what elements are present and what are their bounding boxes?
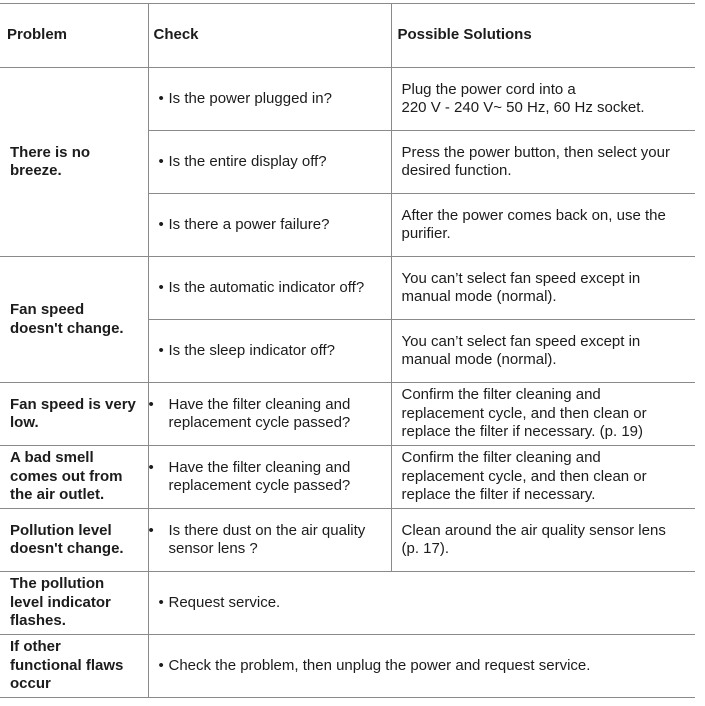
solution-text: You can’t select fan speed except in xyxy=(401,269,641,287)
problem-text: There is no xyxy=(10,143,91,161)
solution-cell xyxy=(391,257,695,320)
table-row xyxy=(0,446,695,509)
bullet: • xyxy=(148,521,154,539)
check-cell xyxy=(148,446,391,509)
check-text: Is the automatic indicator off? xyxy=(168,278,365,296)
solution-text: replace the filter if necessary. xyxy=(401,486,596,504)
solution-cell xyxy=(391,131,695,194)
solution-text: Press the power button, then select your xyxy=(401,143,670,161)
solution-text: replace the filter if necessary. (p. 19) xyxy=(401,423,643,441)
solution-text: manual mode (normal). xyxy=(401,351,557,368)
solution-text: Clean around the air quality sensor lens xyxy=(401,521,666,539)
solution-text: Plug the power cord into a xyxy=(401,80,576,98)
check-item xyxy=(159,90,383,109)
problem-cell xyxy=(0,509,148,572)
check-text: Have the filter cleaning and xyxy=(168,395,351,413)
solution-text: manual mode (normal). xyxy=(401,288,557,305)
problem-text: breeze. xyxy=(10,162,62,179)
table-row xyxy=(0,383,695,446)
problem-cell xyxy=(0,383,148,446)
check-text: Have the filter cleaning and xyxy=(168,458,351,476)
header-problem: Problem xyxy=(0,4,148,68)
check-text: Check the problem, then unplug the power and request service. xyxy=(168,656,591,674)
problem-cell xyxy=(0,68,148,257)
problem-text: Fan speed xyxy=(10,301,85,318)
check-text: Is the power plugged in? xyxy=(168,89,332,107)
solution-text: desired function. xyxy=(401,162,512,179)
problem-text: doesn't change. xyxy=(10,319,124,337)
solution-cell xyxy=(391,68,695,131)
problem-text: If other xyxy=(10,638,61,656)
solution-text: Confirm the filter cleaning and xyxy=(401,386,601,404)
troubleshooting-table xyxy=(0,3,695,698)
check-item xyxy=(159,594,688,613)
problem-cell xyxy=(0,635,148,698)
problem-cell xyxy=(0,572,148,635)
table-row xyxy=(0,572,695,635)
solution-text: Confirm the filter cleaning and xyxy=(401,449,601,467)
bullet: • xyxy=(158,593,164,611)
table-row xyxy=(0,635,695,698)
solution-text: purifier. xyxy=(401,225,451,242)
check-cell xyxy=(148,131,391,194)
check-cell xyxy=(148,194,391,257)
check-cell xyxy=(148,257,391,320)
check-text: Is there a power failure? xyxy=(168,215,330,233)
problem-text: The pollution xyxy=(10,575,105,593)
bullet: • xyxy=(148,395,154,413)
solution-cell xyxy=(391,446,695,509)
check-item xyxy=(159,342,383,361)
check-cell xyxy=(148,509,391,572)
check-text: Is there dust on the air quality xyxy=(168,521,366,539)
problem-cell xyxy=(0,446,148,509)
table-row xyxy=(0,509,695,572)
solution-text: 220 V - 240 V~ 50 Hz, 60 Hz socket. xyxy=(401,99,645,116)
check-text: replacement cycle passed? xyxy=(168,414,351,431)
check-text: Request service. xyxy=(168,593,281,611)
bullet: • xyxy=(158,278,164,296)
check-item xyxy=(148,521,383,559)
check-item xyxy=(159,216,383,235)
solution-cell xyxy=(391,194,695,257)
bullet: • xyxy=(158,152,164,170)
check-item xyxy=(159,153,383,172)
check-cell xyxy=(148,383,391,446)
check-text: replacement cycle passed? xyxy=(168,477,351,494)
bullet: • xyxy=(148,458,154,476)
problem-text: A bad smell xyxy=(10,449,94,467)
check-item xyxy=(159,657,688,676)
solution-text: replacement cycle, and then clean or xyxy=(401,467,647,485)
bullet: • xyxy=(158,215,164,233)
check-item xyxy=(159,279,383,298)
check-item xyxy=(148,395,383,433)
problem-text: the air outlet. xyxy=(10,486,105,504)
table-row xyxy=(0,68,695,131)
bullet: • xyxy=(158,89,164,107)
table-row xyxy=(0,257,695,320)
check-cell xyxy=(148,68,391,131)
check-cell xyxy=(148,320,391,383)
problem-cell xyxy=(0,257,148,383)
check-cell xyxy=(148,572,695,635)
solution-cell xyxy=(391,383,695,446)
problem-text: occur xyxy=(10,675,51,693)
solution-text: After the power comes back on, use the xyxy=(401,206,666,224)
problem-text: comes out from xyxy=(10,467,123,485)
check-cell xyxy=(148,635,695,698)
header-possible-solutions: Possible Solutions xyxy=(391,4,695,68)
check-text: sensor lens ? xyxy=(168,540,258,557)
problem-text: Pollution level xyxy=(10,521,112,539)
problem-text: Fan speed is very xyxy=(10,395,136,413)
solution-text: (p. 17). xyxy=(401,540,450,557)
problem-text: level indicator xyxy=(10,593,111,611)
solution-text: replacement cycle, and then clean or xyxy=(401,404,647,422)
solution-cell xyxy=(391,509,695,572)
problem-text: flashes. xyxy=(10,612,66,630)
problem-text: functional flaws xyxy=(10,656,124,674)
problem-text: doesn't change. xyxy=(10,540,124,557)
check-item xyxy=(148,458,383,496)
bullet: • xyxy=(158,656,164,674)
header-check: Check xyxy=(148,4,391,68)
table-header-row xyxy=(0,4,695,68)
check-text: Is the sleep indicator off? xyxy=(168,341,335,359)
problem-text: low. xyxy=(10,414,39,431)
solution-text: You can’t select fan speed except in xyxy=(401,332,641,350)
check-text: Is the entire display off? xyxy=(168,152,327,170)
bullet: • xyxy=(158,341,164,359)
solution-cell xyxy=(391,320,695,383)
